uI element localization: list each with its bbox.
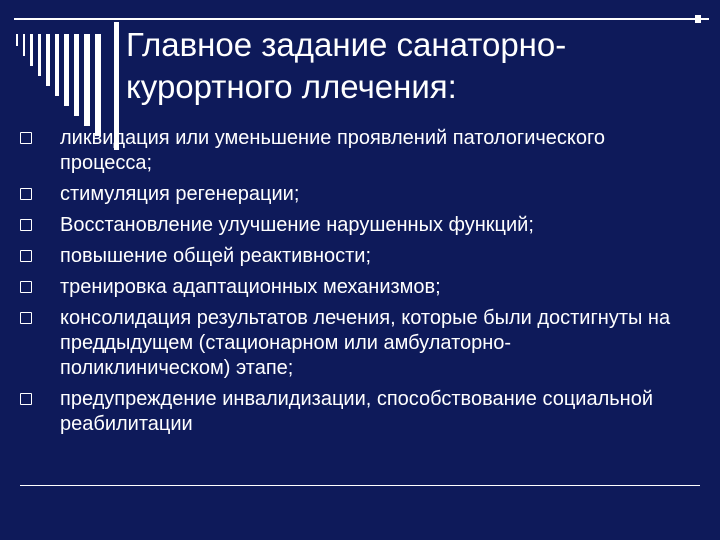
decorative-bar	[30, 34, 33, 66]
title-rule-end-mark	[695, 15, 701, 23]
slide-title	[126, 24, 696, 108]
decorative-bar	[46, 34, 50, 86]
decorative-bar	[23, 34, 25, 56]
hollow-square-bullet-icon	[20, 188, 32, 200]
list-item	[20, 306, 680, 381]
decorative-bar	[64, 34, 69, 106]
list-item-text: повышение общей реактивности;	[60, 245, 372, 267]
decorative-bar	[16, 34, 18, 46]
hollow-square-bullet-icon	[20, 281, 32, 293]
list-item	[20, 275, 680, 300]
list-item	[20, 213, 680, 238]
decorative-bar	[74, 34, 79, 116]
list-item-text: ликвидация или уменьшение проявлений патологического процесса;	[60, 127, 605, 174]
list-item-text: консолидация результатов лечения, которые были достигнуты на преддыдущем (стационарном или амбулаторно-поликлиническом) этапе;	[60, 307, 671, 379]
hollow-square-bullet-icon	[20, 312, 32, 324]
hollow-square-bullet-icon	[20, 393, 32, 405]
decorative-bar	[84, 34, 90, 126]
list-item	[20, 182, 680, 207]
hollow-square-bullet-icon	[20, 132, 32, 144]
hollow-square-bullet-icon	[20, 250, 32, 262]
list-item-text: предупреждение инвалидизации, способствование социальной реабилитации	[60, 388, 654, 435]
slide-title-line-1: Главное задание санаторно-	[126, 26, 567, 63]
decorative-bar	[55, 34, 59, 96]
title-top-rule	[14, 18, 709, 20]
list-item-text: стимуляция регенерации;	[60, 183, 300, 205]
slide-title-line-2: курортного ллечения:	[126, 68, 457, 105]
list-item	[20, 387, 680, 437]
bullet-list	[20, 126, 680, 443]
decorative-bar	[95, 34, 101, 136]
hollow-square-bullet-icon	[20, 219, 32, 231]
list-item	[20, 244, 680, 269]
list-item-text: Восстановление улучшение нарушенных функций;	[60, 214, 534, 236]
list-item-text: тренировка адаптационных механизмов;	[60, 276, 441, 298]
decorative-bar	[38, 34, 41, 76]
list-item	[20, 126, 680, 176]
bottom-rule	[20, 485, 700, 486]
